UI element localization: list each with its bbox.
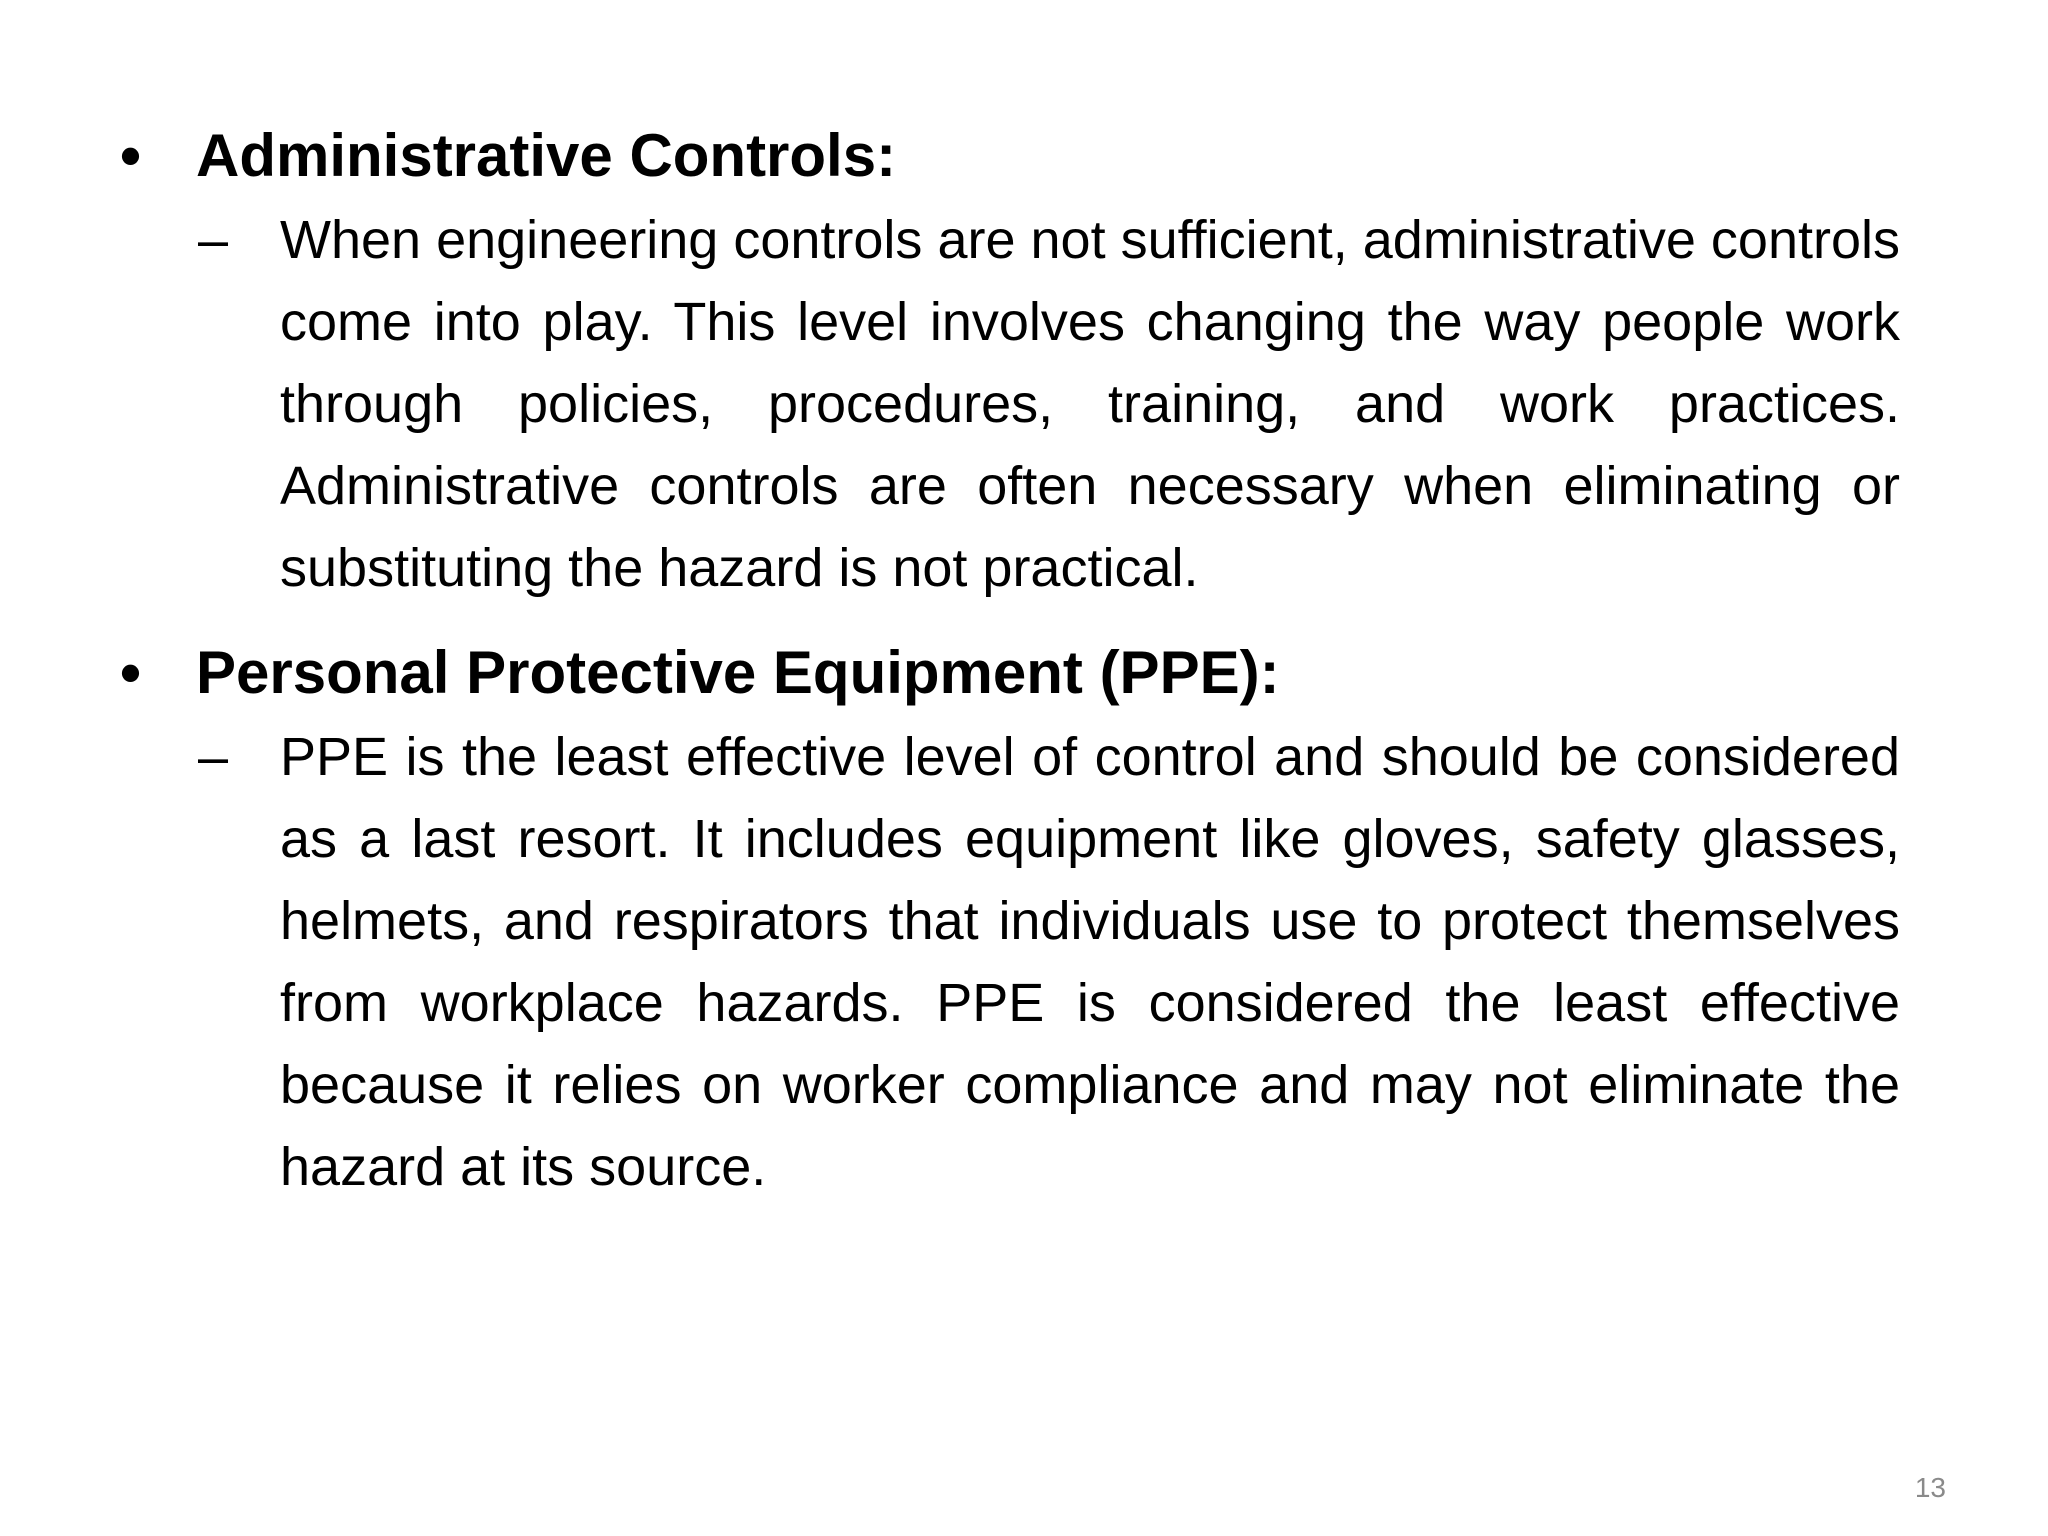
bullet-ppe bbox=[120, 635, 1940, 710]
slide-content bbox=[120, 118, 1940, 1234]
sub-bullet-administrative-controls bbox=[120, 199, 1900, 609]
paragraph-administrative-controls: When engineering controls are not sufficient, administrative controls come into play. This level involves changing the way people work through policies, procedures, training, and work practices. Administrative controls are often necessary when eliminating or substituting the hazard is not practical. bbox=[280, 210, 1900, 598]
heading-administrative-controls: Administrative Controls: bbox=[196, 122, 897, 189]
sub-bullet-ppe bbox=[120, 716, 1900, 1208]
page-number: 13 bbox=[1914, 1472, 1946, 1503]
bullet-administrative-controls bbox=[120, 118, 1940, 193]
bullet-icon: • bbox=[120, 122, 142, 189]
dash-icon: – bbox=[198, 210, 229, 270]
bullet-icon: • bbox=[120, 639, 142, 706]
heading-ppe: Personal Protective Equipment (PPE): bbox=[196, 639, 1280, 706]
dash-icon: – bbox=[198, 727, 229, 787]
paragraph-ppe: PPE is the least effective level of control and should be considered as a last resort. It includes equipment like gloves, safety glasses, helmets, and respirators that individuals use to protect themselves from workplace hazards. PPE is considered the least effective because it relies on worker compliance and may not eliminate the hazard at its source. bbox=[280, 727, 1900, 1197]
